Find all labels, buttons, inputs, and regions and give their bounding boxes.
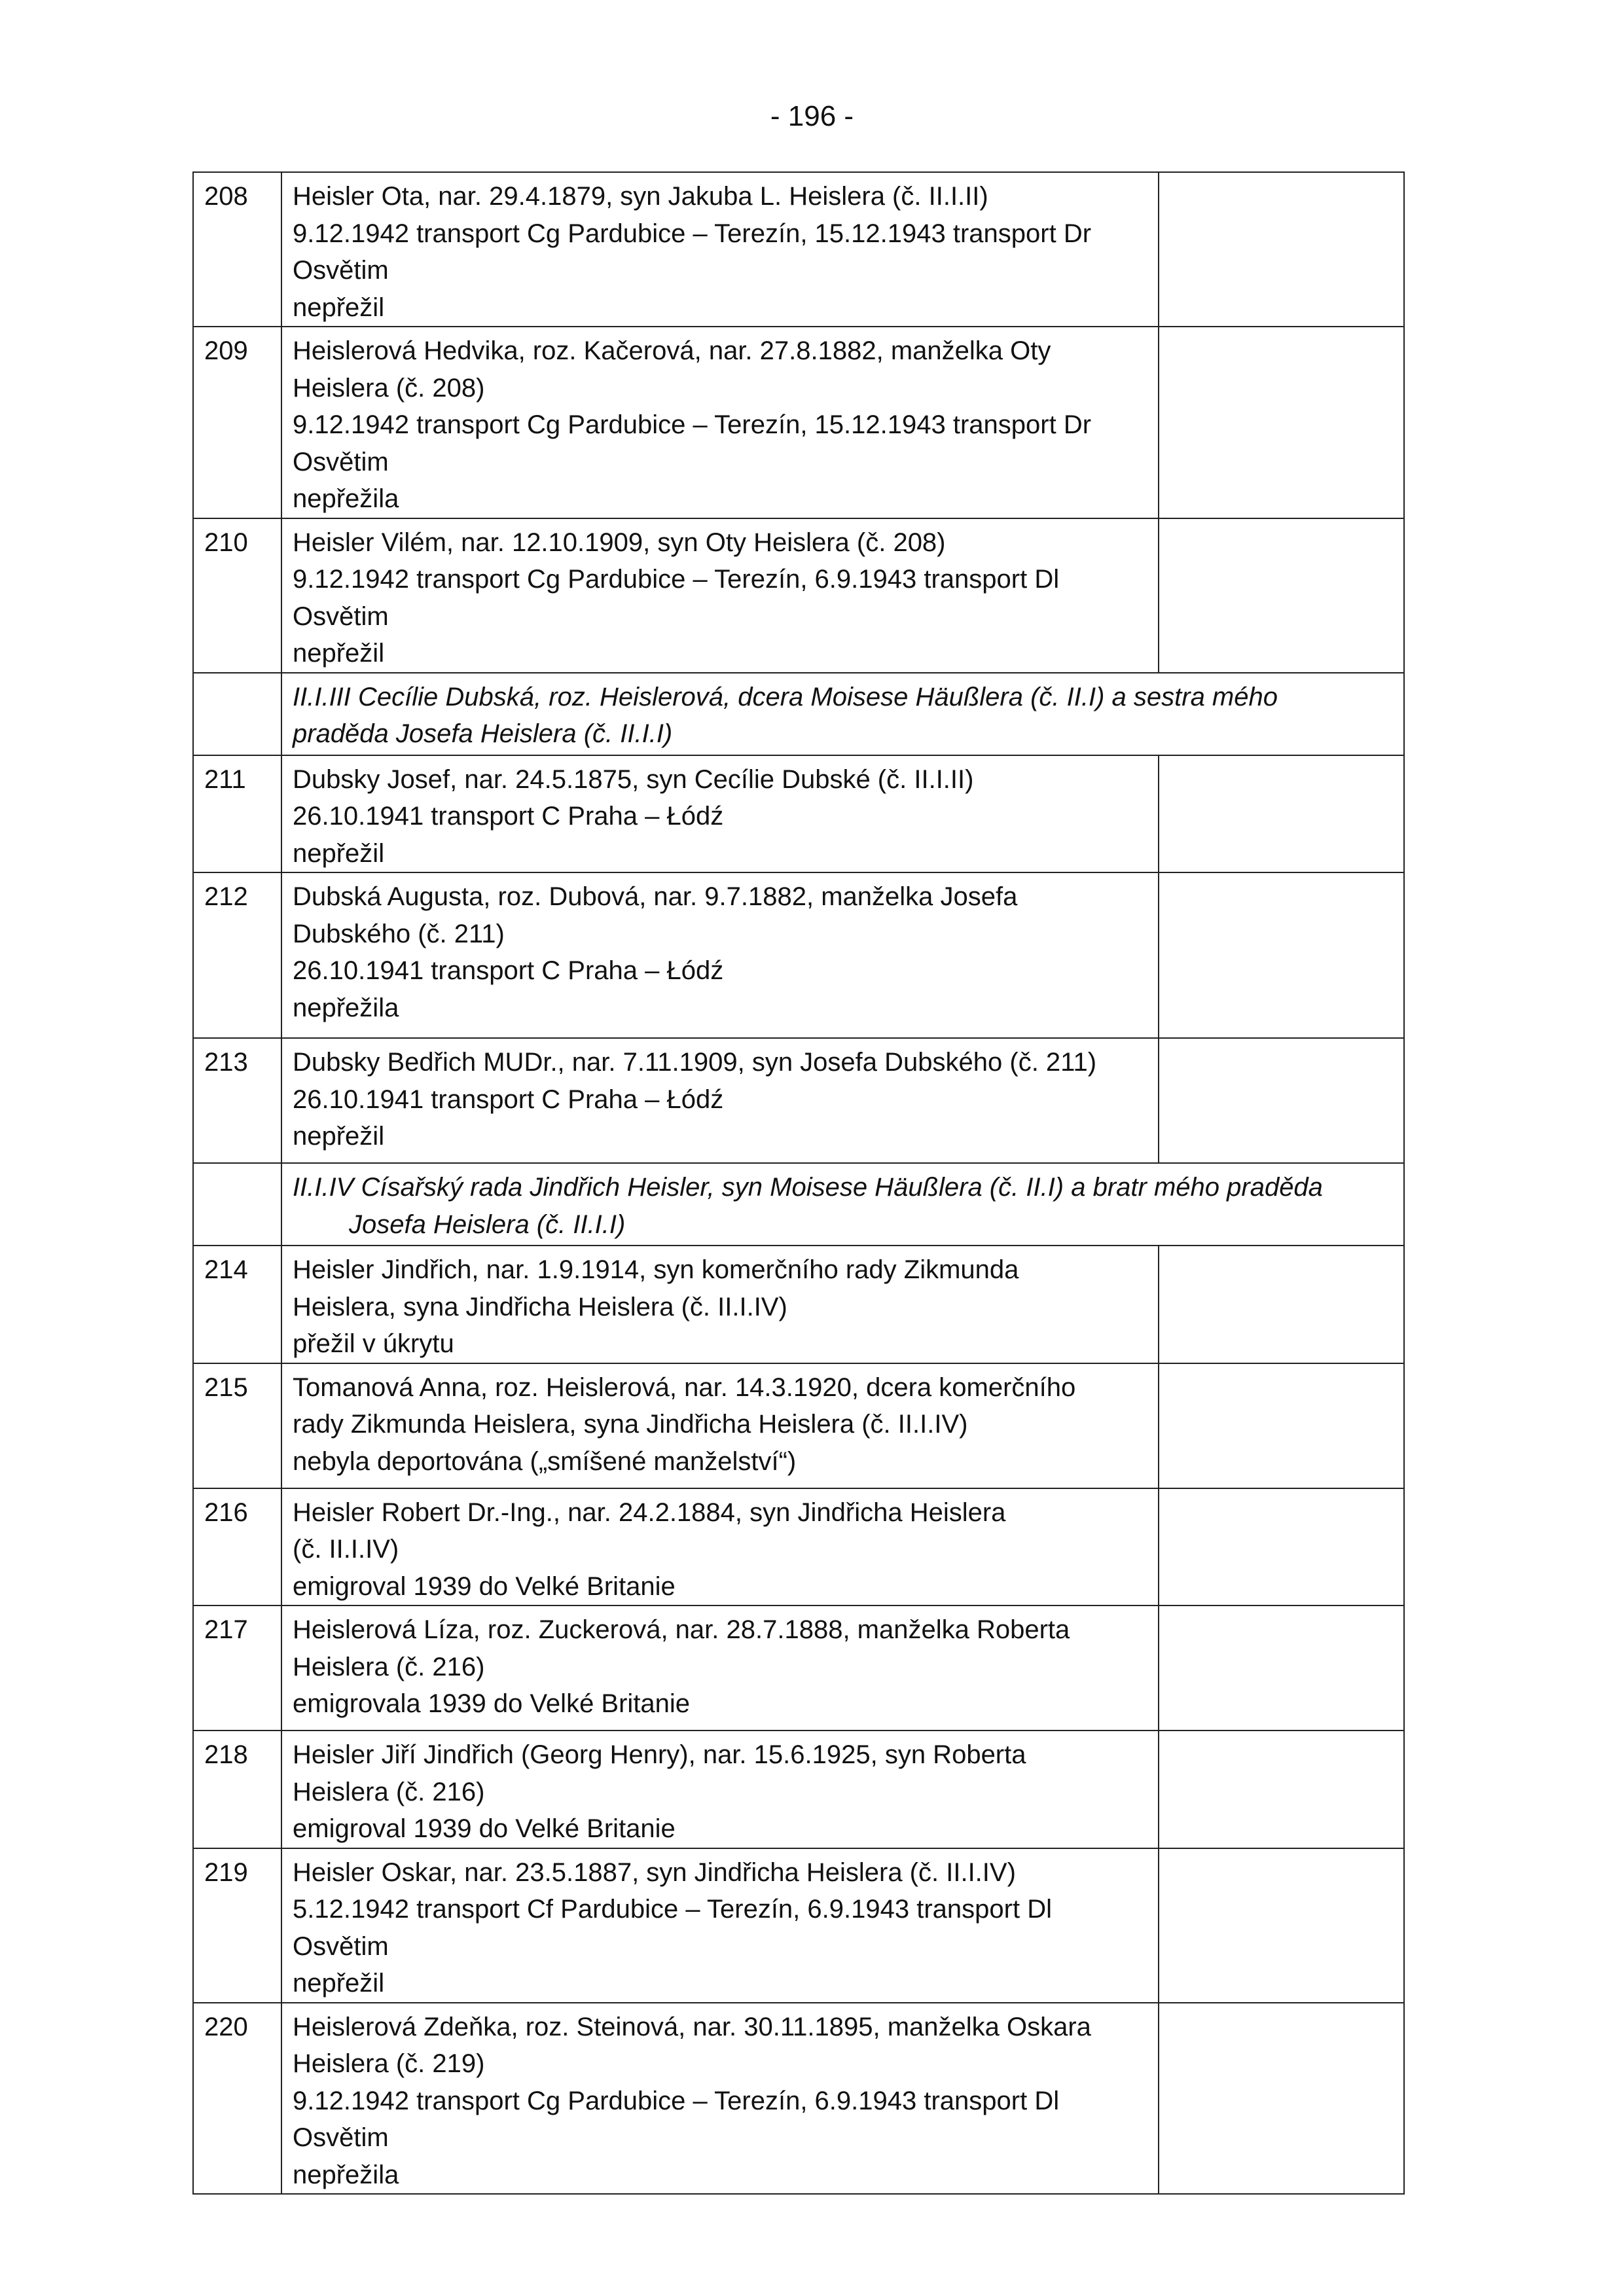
entry-line: Osvětim <box>293 1931 389 1961</box>
entry-line: nepřežil <box>293 1969 385 1998</box>
table-row <box>193 1848 1404 2003</box>
entry-line: Heisler Robert Dr.-Ing., nar. 24.2.1884, syn Jindřicha Heislera <box>293 1498 1006 1527</box>
section-row <box>193 1163 1404 1246</box>
entry-empty-cell <box>1159 327 1404 518</box>
entry-line: 9.12.1942 transport Cg Pardubice – Terezín, 15.12.1943 transport Dr <box>293 410 1092 439</box>
entry-text <box>281 872 1159 1038</box>
entry-text <box>281 1488 1159 1606</box>
entry-text <box>281 518 1159 673</box>
entry-line: Osvětim <box>293 2123 389 2152</box>
entry-line: Osvětim <box>293 601 389 631</box>
entry-number: 218 <box>193 1731 281 1848</box>
entry-line: emigrovala 1939 do Velké Britanie <box>293 1689 691 1718</box>
entry-number: 213 <box>193 1038 281 1163</box>
entry-text <box>281 1038 1159 1163</box>
entry-line: Heisler Oskar, nar. 23.5.1887, syn Jindřicha Heislera (č. II.I.IV) <box>293 1857 1016 1887</box>
entry-line: Heislera (č. 216) <box>293 1652 485 1681</box>
entry-number: 210 <box>193 518 281 673</box>
entry-line: 26.10.1941 transport C Praha – Łódź <box>293 1085 724 1114</box>
section-number-cell <box>193 1163 281 1246</box>
table-row <box>193 872 1404 1038</box>
entry-empty-cell <box>1159 2003 1404 2195</box>
entry-number: 217 <box>193 1605 281 1731</box>
table-row <box>193 1038 1404 1163</box>
entry-line: nepřežil <box>293 639 385 668</box>
entry-line: nepřežila <box>293 993 399 1022</box>
entry-line: Heisler Jindřich, nar. 1.9.1914, syn komerčního rady Zikmunda <box>293 1255 1019 1284</box>
entry-line: Dubsky Bedřich MUDr., nar. 7.11.1909, syn Josefa Dubského (č. 211) <box>293 1048 1097 1077</box>
entry-number: 214 <box>193 1246 281 1363</box>
entry-text <box>281 755 1159 873</box>
entry-line: Heislerová Hedvika, roz. Kačerová, nar. 27.8.1882, manželka Oty <box>293 336 1051 365</box>
entry-line: Dubského (č. 211) <box>293 919 505 948</box>
entry-text <box>281 2003 1159 2195</box>
entry-number: 215 <box>193 1363 281 1488</box>
entry-line: Heislerová Zdeňka, roz. Steinová, nar. 30.11.1895, manželka Oskara <box>293 2012 1091 2041</box>
entry-line: Heisler Jiří Jindřich (Georg Henry), nar. 15.6.1925, syn Roberta <box>293 1740 1026 1769</box>
entry-text <box>281 327 1159 518</box>
entry-line: nepřežil <box>293 293 385 322</box>
table-row <box>193 1488 1404 1606</box>
entry-empty-cell <box>1159 1731 1404 1848</box>
entry-line: emigroval 1939 do Velké Britanie <box>293 1814 676 1843</box>
entry-line: 9.12.1942 transport Cg Pardubice – Terezín, 6.9.1943 transport Dl <box>293 2086 1060 2115</box>
section-row <box>193 673 1404 755</box>
entry-line: Heislera, syna Jindřicha Heislera (č. II.I.IV) <box>293 1292 787 1321</box>
entry-line: přežil v úkrytu <box>293 1329 454 1358</box>
section-heading <box>281 1163 1404 1246</box>
entry-line: nepřežil <box>293 838 385 868</box>
entry-line: 26.10.1941 transport C Praha – Łódź <box>293 802 724 831</box>
table-row <box>193 2003 1404 2195</box>
entry-line: 9.12.1942 transport Cg Pardubice – Terezín, 15.12.1943 transport Dr <box>293 219 1092 248</box>
entry-line: Heislera (č. 208) <box>293 373 485 403</box>
entry-line: Heislera (č. 219) <box>293 2049 485 2078</box>
entry-line: nepřežila <box>293 484 399 513</box>
table-row <box>193 1731 1404 1848</box>
entry-empty-cell <box>1159 1363 1404 1488</box>
section-number-cell <box>193 673 281 755</box>
entry-line: nepřežila <box>293 2160 399 2189</box>
entry-line: Osvětim <box>293 256 389 285</box>
entry-line: Heisler Ota, nar. 29.4.1879, syn Jakuba L. Heislera (č. II.I.II) <box>293 182 988 211</box>
entry-empty-cell <box>1159 518 1404 673</box>
entry-line: (č. II.I.IV) <box>293 1535 399 1564</box>
entry-empty-cell <box>1159 872 1404 1038</box>
table-row <box>193 1605 1404 1731</box>
entry-line: rady Zikmunda Heislera, syna Jindřicha Heislera (č. II.I.IV) <box>293 1410 968 1439</box>
entry-empty-cell <box>1159 1848 1404 2003</box>
entry-line: nebyla deportována („smíšené manželství“) <box>293 1446 797 1476</box>
entry-text <box>281 1605 1159 1731</box>
entry-text <box>281 1731 1159 1848</box>
entry-empty-cell <box>1159 1038 1404 1163</box>
entry-line: Dubsky Josef, nar. 24.5.1875, syn Cecílie Dubské (č. II.I.II) <box>293 764 974 794</box>
entry-line: Tomanová Anna, roz. Heislerová, nar. 14.3.1920, dcera komerčního <box>293 1372 1076 1402</box>
entry-number: 209 <box>193 327 281 518</box>
page-number: - 196 - <box>770 100 854 132</box>
entry-line: 9.12.1942 transport Cg Pardubice – Terezín, 6.9.1943 transport Dl <box>293 565 1060 594</box>
entry-line: 5.12.1942 transport Cf Pardubice – Terezín, 6.9.1943 transport Dl <box>293 1895 1052 1924</box>
entry-text <box>281 1363 1159 1488</box>
section-line: II.I.IV Císařský rada Jindřich Heisler, syn Moisese Häußlera (č. II.I) a bratr mého praděda <box>293 1173 1323 1202</box>
entry-line: nepřežil <box>293 1122 385 1151</box>
table-row <box>193 1246 1404 1363</box>
entry-line: Osvětim <box>293 447 389 476</box>
entry-empty-cell <box>1159 1605 1404 1731</box>
entry-number: 220 <box>193 2003 281 2195</box>
section-heading <box>281 673 1404 755</box>
section-line: praděda Josefa Heislera (č. II.I.I) <box>293 719 673 748</box>
entry-line: emigroval 1939 do Velké Britanie <box>293 1571 676 1601</box>
entry-text <box>281 1246 1159 1363</box>
entry-line: Dubská Augusta, roz. Dubová, nar. 9.7.1882, manželka Josefa <box>293 882 1018 911</box>
entry-text <box>281 1848 1159 2003</box>
table-row <box>193 518 1404 673</box>
entry-line: Heislerová Líza, roz. Zuckerová, nar. 28.7.1888, manželka Roberta <box>293 1615 1070 1644</box>
entry-number: 208 <box>193 172 281 327</box>
entry-text <box>281 172 1159 327</box>
entry-empty-cell <box>1159 1246 1404 1363</box>
entry-number: 216 <box>193 1488 281 1606</box>
table-row <box>193 327 1404 518</box>
entry-line: Heisler Vilém, nar. 12.10.1909, syn Oty Heislera (č. 208) <box>293 528 946 557</box>
entry-empty-cell <box>1159 755 1404 873</box>
section-line: Josefa Heislera (č. II.I.I) <box>349 1210 626 1239</box>
table-row <box>193 1363 1404 1488</box>
entry-line: 26.10.1941 transport C Praha – Łódź <box>293 956 724 985</box>
table-row <box>193 172 1404 327</box>
section-line: II.I.III Cecílie Dubská, roz. Heislerová, dcera Moisese Häußlera (č. II.I) a sestra mého <box>293 682 1278 711</box>
entry-empty-cell <box>1159 1488 1404 1606</box>
entry-line: Heislera (č. 216) <box>293 1777 485 1806</box>
table-row <box>193 755 1404 873</box>
genealogy-table <box>192 171 1405 2195</box>
entry-number: 211 <box>193 755 281 873</box>
entry-number: 219 <box>193 1848 281 2003</box>
entry-number: 212 <box>193 872 281 1038</box>
entry-empty-cell <box>1159 172 1404 327</box>
